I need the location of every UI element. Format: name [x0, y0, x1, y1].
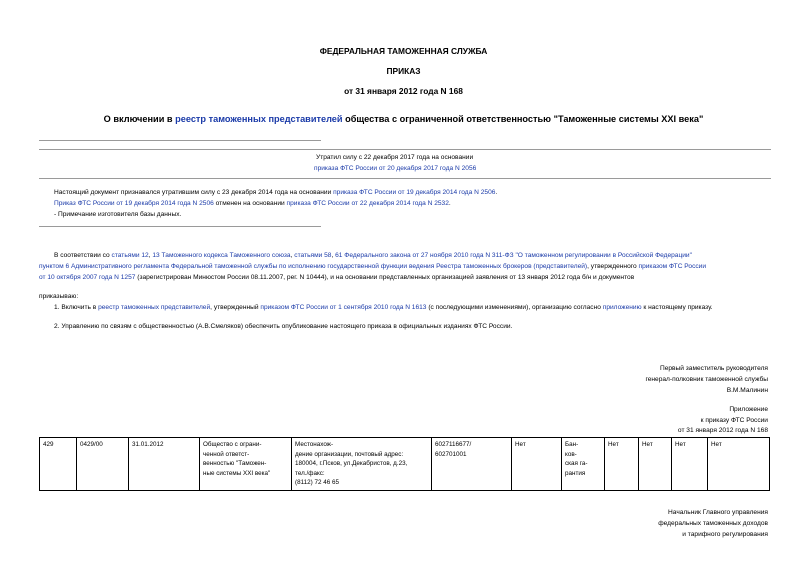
page-title	[0, 114, 807, 124]
body-line-3	[39, 274, 634, 281]
footer-signature-3: и тарифного регулирования	[682, 531, 768, 538]
admin-regulation-link[interactable]: пунктом 6 Административного регламента Федеральной таможенной службы по исполнению государственной функции ведения Реестра таможенных брокеров (представителей)	[39, 263, 588, 270]
signature-name: В.М.Малинин	[726, 387, 768, 394]
table-cell: Бан- ков- ская га- рантия	[562, 438, 605, 491]
prikazyvayu: приказываю:	[39, 293, 79, 300]
fts-order-link[interactable]: приказом ФТС России	[638, 263, 707, 270]
registry-link[interactable]: реестр таможенных представителей	[175, 114, 343, 124]
order-1613-link[interactable]: приказом ФТС России от 1 сентября 2010 года N 1613	[260, 304, 427, 311]
note-punct: .	[448, 200, 451, 207]
lost-force-text: Утратил силу с 22 декабря 2017 года на основании	[316, 154, 474, 161]
title-suffix: общества с ограниченной ответственностью "Таможенные системы XXI века"	[342, 114, 704, 124]
appendix-link[interactable]: приложению	[602, 304, 642, 311]
table-row	[40, 438, 770, 491]
article-12-link[interactable]: статьями 12	[111, 252, 149, 259]
divider	[39, 226, 321, 227]
body-text: ,	[331, 252, 336, 259]
federal-law-link[interactable]: 61 Федерального закона от 27 ноября 2010 года N 311-ФЗ "О таможенном регулировании в Российской Федерации"	[335, 252, 692, 259]
appendix-label: Приложение	[729, 406, 768, 413]
footer-signature-1: Начальник Главного управления	[668, 509, 768, 516]
note-line-3: - Примечание изготовителя базы данных.	[54, 211, 182, 218]
note-line-1	[54, 189, 497, 196]
table-cell: Общество с ограни- ченной ответст- венностью "Таможен- ные системы XXI века"	[200, 438, 292, 491]
body-text: (зарегистрирован Минюстом России 08.11.2007, рег. N 10444), и на основании представленных организацией заявления от 13 января 2012 года б/н и документов	[135, 274, 635, 281]
doc-date-number: от 31 января 2012 года N 168	[344, 86, 463, 96]
divider	[39, 149, 771, 150]
table-cell: Нет	[639, 438, 672, 491]
lost-force-link[interactable]: приказа ФТС России от 20 декабря 2017 года N 2056	[314, 165, 477, 172]
table-cell: Нет	[605, 438, 639, 491]
footer-signature-2: федеральных таможенных доходов	[658, 520, 768, 527]
article-58-link[interactable]: статьями 58	[294, 252, 332, 259]
registry-link[interactable]: реестр таможенных представителей	[98, 304, 211, 311]
customs-code-link[interactable]: 13 Таможенного кодекса Таможенного союза	[152, 252, 291, 259]
signature-position: Первый заместитель руководителя	[659, 365, 768, 372]
table-cell: 6027116677/ 602701001	[432, 438, 512, 491]
order-1257-link[interactable]: от 10 октября 2007 года N 1257	[39, 274, 136, 281]
table-cell: Нет	[708, 438, 770, 491]
table-cell: 0429/00	[77, 438, 129, 491]
table-cell: 31.01.2012	[129, 438, 200, 491]
body-text: , утвержденного	[587, 263, 639, 270]
order-2506-link[interactable]: приказа ФТС России от 19 декабря 2014 года N 2506	[333, 189, 496, 196]
body-text: (с последующими изменениями), организацию согласно	[426, 304, 603, 311]
body-text: к настоящему приказу.	[641, 304, 713, 311]
body-text: ,	[148, 252, 153, 259]
order-2532-link[interactable]: приказа ФТС России от 22 декабря 2014 года N 2532	[286, 200, 449, 207]
order-item-2: 2. Управлению по связям с общественностью (А.В.Смеляков) обеспечить опубликование настоящего приказа в официальных изданиях ФТС России.	[54, 323, 513, 330]
title-prefix: О включении в	[103, 114, 176, 124]
note-punct: .	[495, 189, 498, 196]
registry-table	[39, 437, 770, 491]
body-text: В соответствии со	[54, 252, 112, 259]
order-item-1	[54, 304, 713, 311]
table-cell: 429	[40, 438, 77, 491]
doc-type: ПРИКАЗ	[386, 66, 421, 76]
body-line-1	[54, 252, 692, 259]
body-line-2	[39, 263, 706, 270]
appendix-order: к приказу ФТС России	[700, 417, 768, 424]
divider	[39, 178, 771, 179]
signature-rank: генерал-полковник таможенной службы	[645, 376, 768, 383]
note-text: отменен на основании	[213, 200, 287, 207]
divider	[39, 140, 321, 141]
note-text: Настоящий документ признавался утратившим силу с 23 декабря 2014 года на основании	[54, 189, 334, 196]
body-text: ,	[290, 252, 295, 259]
body-text: 1. Включить в	[54, 304, 99, 311]
table-cell: Нет	[672, 438, 708, 491]
agency-title: ФЕДЕРАЛЬНАЯ ТАМОЖЕННАЯ СЛУЖБА	[319, 46, 488, 56]
body-text: , утвержденный	[210, 304, 261, 311]
table-cell: Местонахож- дение организации, почтовый адрес: 180004, г.Псков, ул.Декабристов, д.23, тел./факс: (8112) 72 46 65	[292, 438, 432, 491]
order-2506-link[interactable]: Приказ ФТС России от 19 декабря 2014 года N 2506	[54, 200, 214, 207]
table-cell: Нет	[512, 438, 562, 491]
note-line-2	[54, 200, 451, 207]
appendix-date: от 31 января 2012 года N 168	[677, 427, 768, 434]
